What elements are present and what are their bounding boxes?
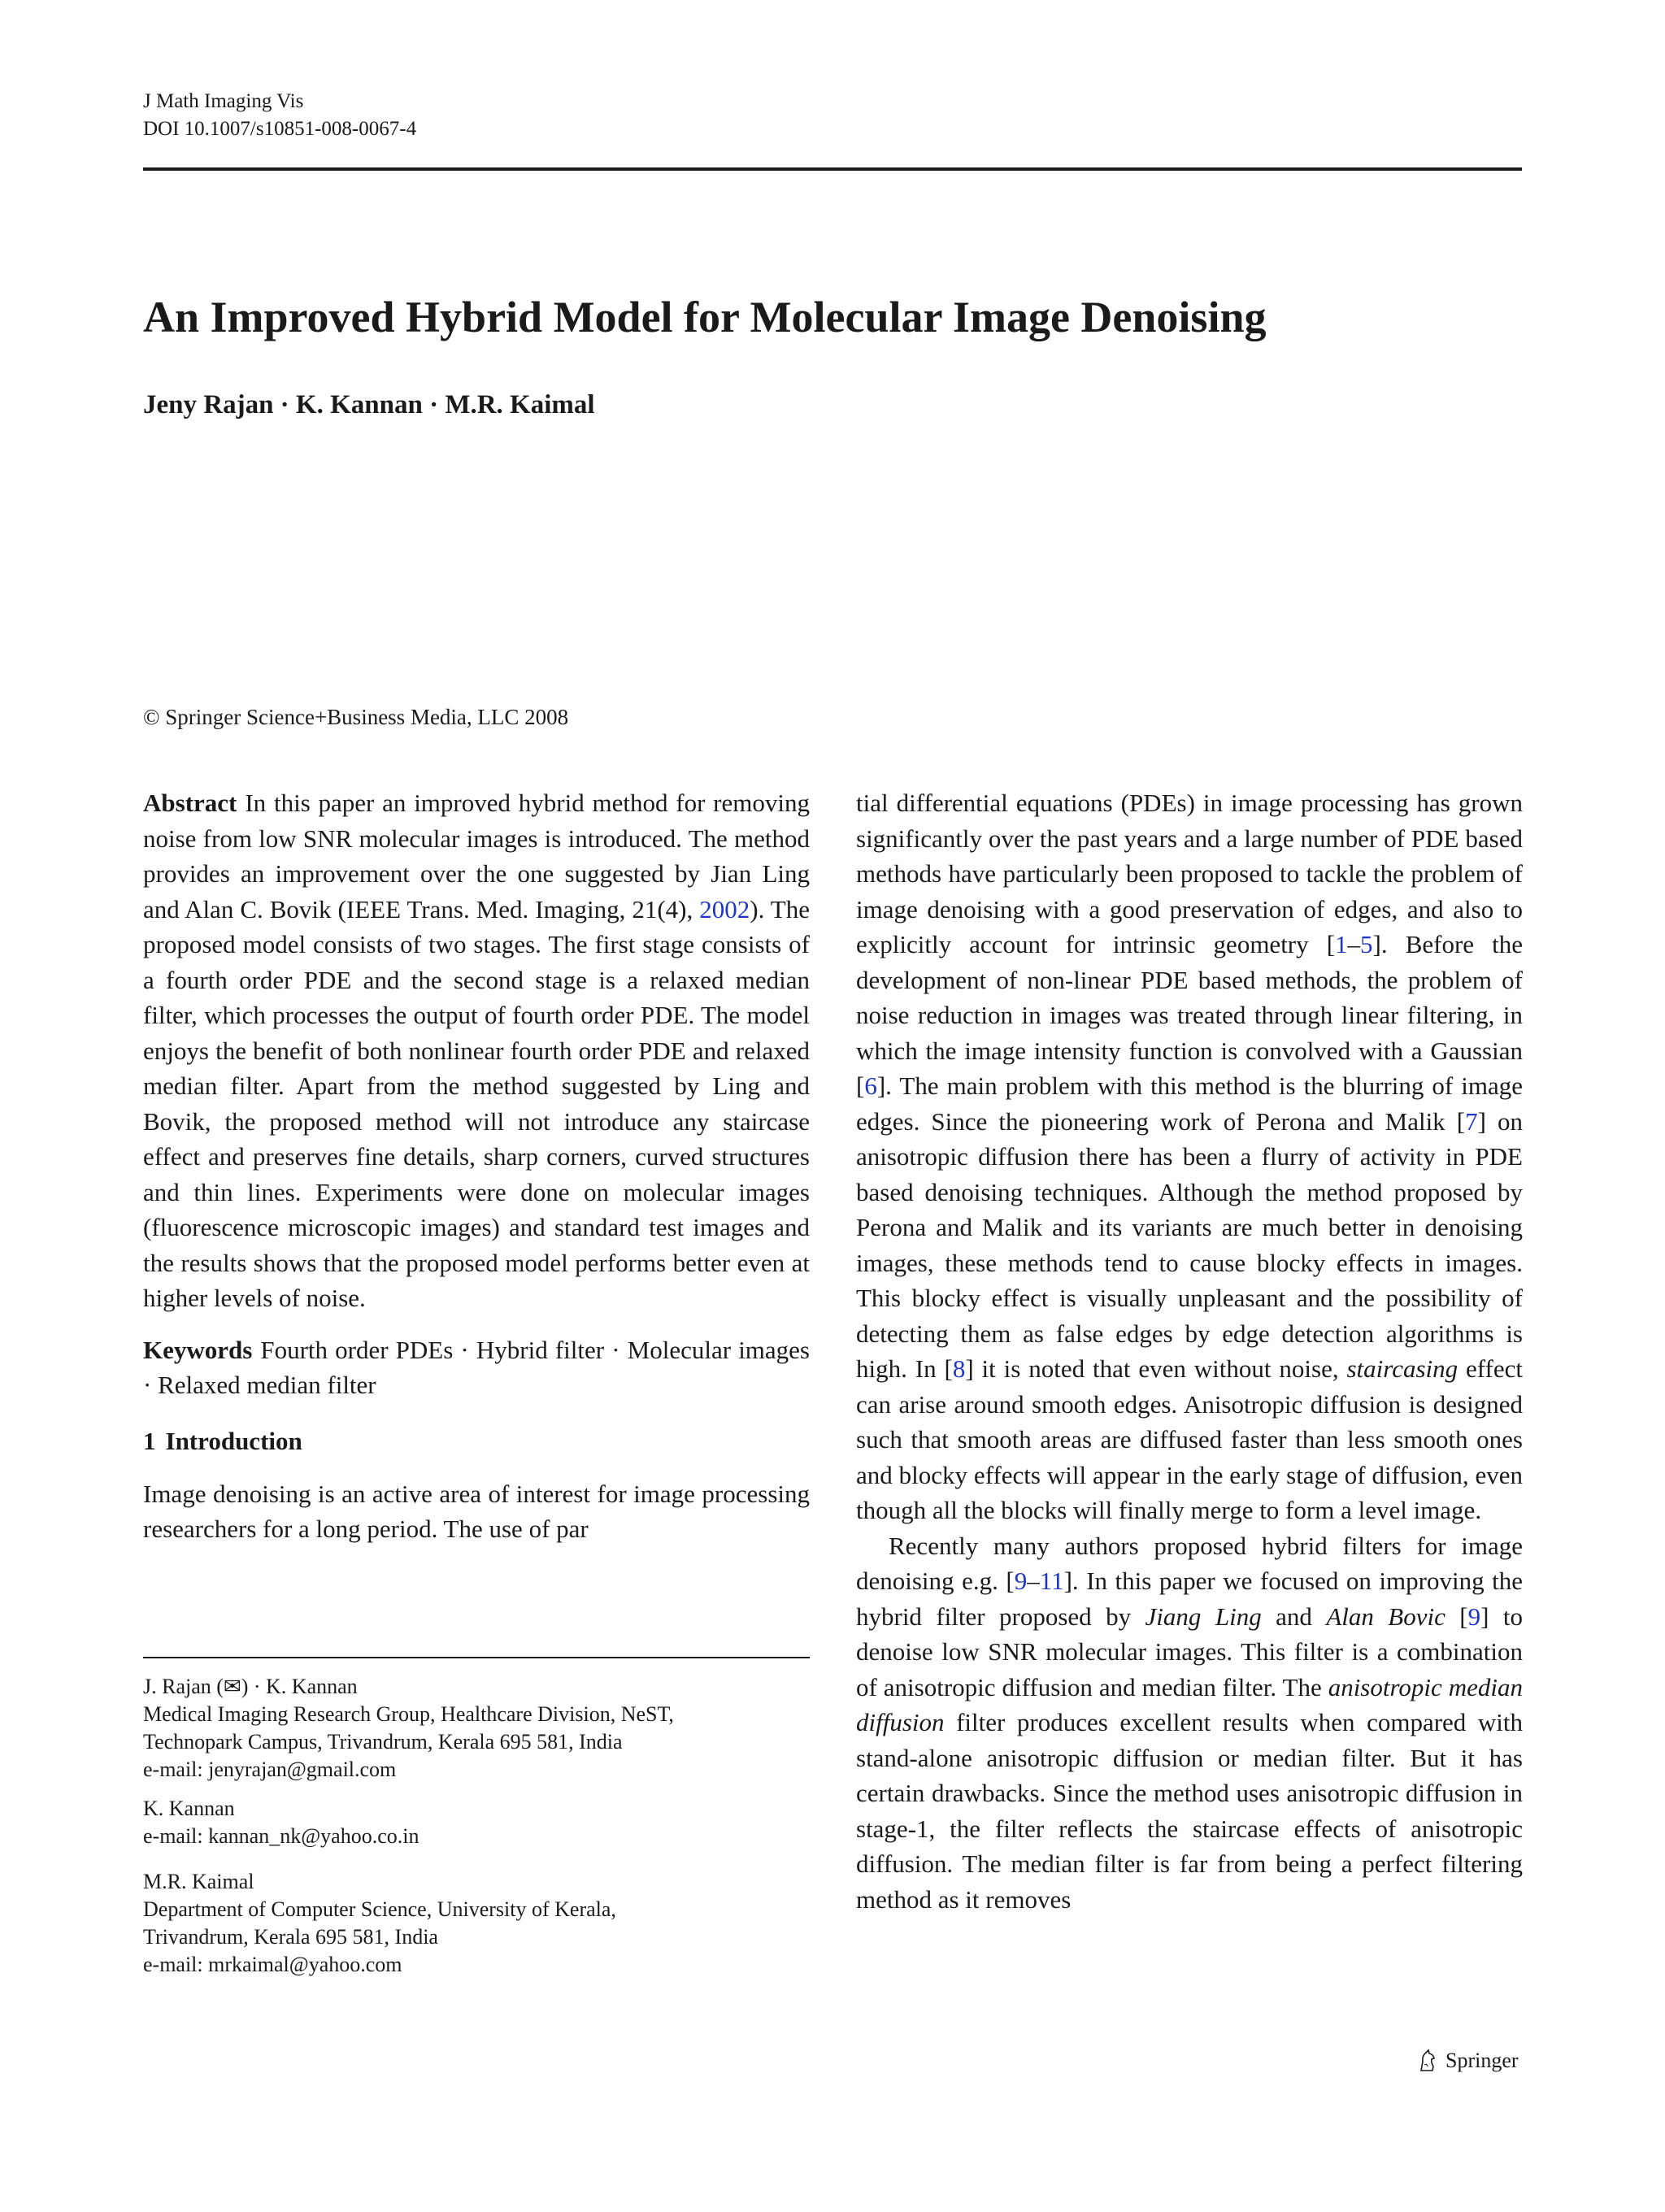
citation-link[interactable]: 7 xyxy=(1465,1106,1478,1136)
text: – xyxy=(1027,1567,1040,1595)
citation-link[interactable]: 11 xyxy=(1039,1567,1064,1595)
text: effect can arise around smooth edges. Anisotropic diffusion is designed such that smooth areas are diffused faster than less smooth ones and blocky effects will appear in the early stage of diffusion, even though all the blocks will finally merge to form a level image. xyxy=(856,1354,1523,1524)
author1-line: J. Rajan (✉) · K. Kannan xyxy=(143,1675,358,1698)
citation-link[interactable]: 9 xyxy=(1467,1601,1481,1631)
italic-term: staircasing xyxy=(1346,1354,1459,1383)
copyright-notice: © Springer Science+Business Media, LLC 2008 xyxy=(143,705,569,729)
affil1-line1: Medical Imaging Research Group, Healthcare Division, NeST, xyxy=(143,1702,674,1726)
right-column xyxy=(856,785,1523,1917)
author-footnotes xyxy=(143,1657,810,1990)
text: ]. In this paper we focused on improving the hybrid filter proposed by xyxy=(856,1567,1523,1631)
section-number: 1 xyxy=(143,1426,156,1455)
italic-name: Jiang Ling xyxy=(1145,1601,1262,1631)
citation-link[interactable]: 9 xyxy=(1014,1567,1028,1595)
text: ] to denoise low SNR molecular images. This filter is a combination of anisotropic diffusion and median filter. The xyxy=(856,1601,1524,1701)
text: ] it is noted that even without noise, xyxy=(965,1354,1347,1383)
footnote-author1 xyxy=(143,1673,810,1784)
abstract-label: Abstract xyxy=(143,789,237,817)
text: – xyxy=(1347,930,1361,958)
footnote-author3 xyxy=(143,1868,810,1979)
keywords xyxy=(143,1332,810,1403)
italic-name: Alan Bovic xyxy=(1326,1601,1445,1631)
springer-horse-icon xyxy=(1416,2049,1439,2073)
citation-link[interactable]: 6 xyxy=(864,1071,877,1100)
text: ]. The main problem with this method is the blurring of image edges. Since the pioneering work of Perona and Malik [ xyxy=(856,1071,1523,1136)
intro-paragraph-1 xyxy=(856,785,1523,1528)
abstract-text-1: In this paper an improved hybrid method for removing noise from low SNR molecular images is introduced. The method provides an improvement over the one suggested by Jian Ling and Alan C. Bovik (IEEE Trans. Med. Imaging, 21(4), xyxy=(143,789,810,923)
authors: Jeny Rajan · K. Kannan · M.R. Kaimal xyxy=(143,390,595,419)
intro-paragraph-2 xyxy=(856,1528,1523,1918)
publisher-mark xyxy=(1416,2047,1519,2075)
journal-header xyxy=(143,88,416,143)
left-column xyxy=(143,785,810,1547)
citation-link[interactable]: 1 xyxy=(1335,930,1348,958)
doi: DOI 10.1007/s10851-008-0067-4 xyxy=(143,118,417,140)
text: filter produces excellent results when compared with stand-alone anisotropic diffusion or median filter. But it has certain drawbacks. Since the method uses anisotropic diffusion in stage-1, the filter reflects the staircase effects of anisotropic diffusion. The median filter is far from being a perfect filtering method as it removes xyxy=(856,1708,1523,1914)
section-title: Introduction xyxy=(165,1426,302,1455)
email2[interactable]: e-mail: kannan_nk@yahoo.co.in xyxy=(143,1824,420,1848)
author3-line: M.R. Kaimal xyxy=(143,1870,254,1893)
email3[interactable]: e-mail: mrkaimal@yahoo.com xyxy=(143,1953,402,1976)
citation-link[interactable]: 8 xyxy=(952,1354,966,1383)
intro-paragraph-left: Image denoising is an active area of interest for image processing researchers for a long period. The use of par xyxy=(143,1479,810,1543)
text: ]. Before the development of non-linear PDE based methods, the problem of noise reduction in images was treated through linear filtering, in which the image intensity function is convolved with a Gaussian [ xyxy=(856,930,1524,1100)
text: Recently many authors proposed hybrid filters for image denoising e.g. [ xyxy=(856,1531,1523,1595)
text: and xyxy=(1261,1601,1327,1631)
abstract-text-2: ). The proposed model consists of two stages. The first stage consists of a fourth order PDE and the second stage is a relaxed median filter, which processes the output of fourth order PDE. The model enjoys the benefit of both nonlinear fourth order PDE and relaxed median filter. Apart from the method suggested by Ling and Bovik, the proposed method will not introduce any staircase effect and preserves fine details, sharp corners, curved structures and thin lines. Experiments were done on molecular images (fluorescence microscopic images) and standard test images and the results shows that the proposed model performs better even at higher levels of noise. xyxy=(143,894,810,1312)
affil3-line1: Department of Computer Science, University of Kerala, xyxy=(143,1897,616,1921)
footnote-author2 xyxy=(143,1795,810,1850)
abstract-ref-link[interactable]: 2002 xyxy=(699,894,750,923)
citation-link[interactable]: 5 xyxy=(1360,930,1373,958)
text: [ xyxy=(1445,1601,1468,1631)
text: tial differential equations (PDEs) in image processing has grown significantly over the past years and a large number of PDE based methods have particularly been proposed to tackle the problem of image denoising with a good preservation of edges, and also to explicitly account for intrinsic geometry [ xyxy=(856,789,1523,958)
text: ] on anisotropic diffusion there has been a flurry of activity in PDE based denoising techniques. Although the method proposed by Perona and Malik and its variants are much better in denoising images, these methods tend to cause blocky effects in images. This blocky effect is visually unpleasant and the possibility of detecting them as false edges by edge detection algorithms is high. In [ xyxy=(856,1106,1523,1383)
affil1-line2: Technopark Campus, Trivandrum, Kerala 695 581, India xyxy=(143,1730,623,1754)
footnote-rule xyxy=(143,1657,810,1658)
keywords-text: Fourth order PDEs · Hybrid filter · Molecular images · Relaxed median filter xyxy=(143,1335,810,1399)
author2-line: K. Kannan xyxy=(143,1797,235,1820)
affil3-line2: Trivandrum, Kerala 695 581, India xyxy=(143,1925,438,1949)
keywords-label: Keywords xyxy=(143,1335,253,1364)
italic-term: anisotropic median diffusion xyxy=(856,1672,1523,1736)
paper-title: An Improved Hybrid Model for Molecular Image Denoising xyxy=(143,293,1267,341)
publisher-name: Springer xyxy=(1445,2049,1519,2072)
email1[interactable]: e-mail: jenyrajan@gmail.com xyxy=(143,1758,397,1781)
abstract xyxy=(143,785,810,1316)
header-rule xyxy=(143,167,1522,171)
section-heading xyxy=(143,1424,810,1458)
journal-name: J Math Imaging Vis xyxy=(143,90,304,112)
